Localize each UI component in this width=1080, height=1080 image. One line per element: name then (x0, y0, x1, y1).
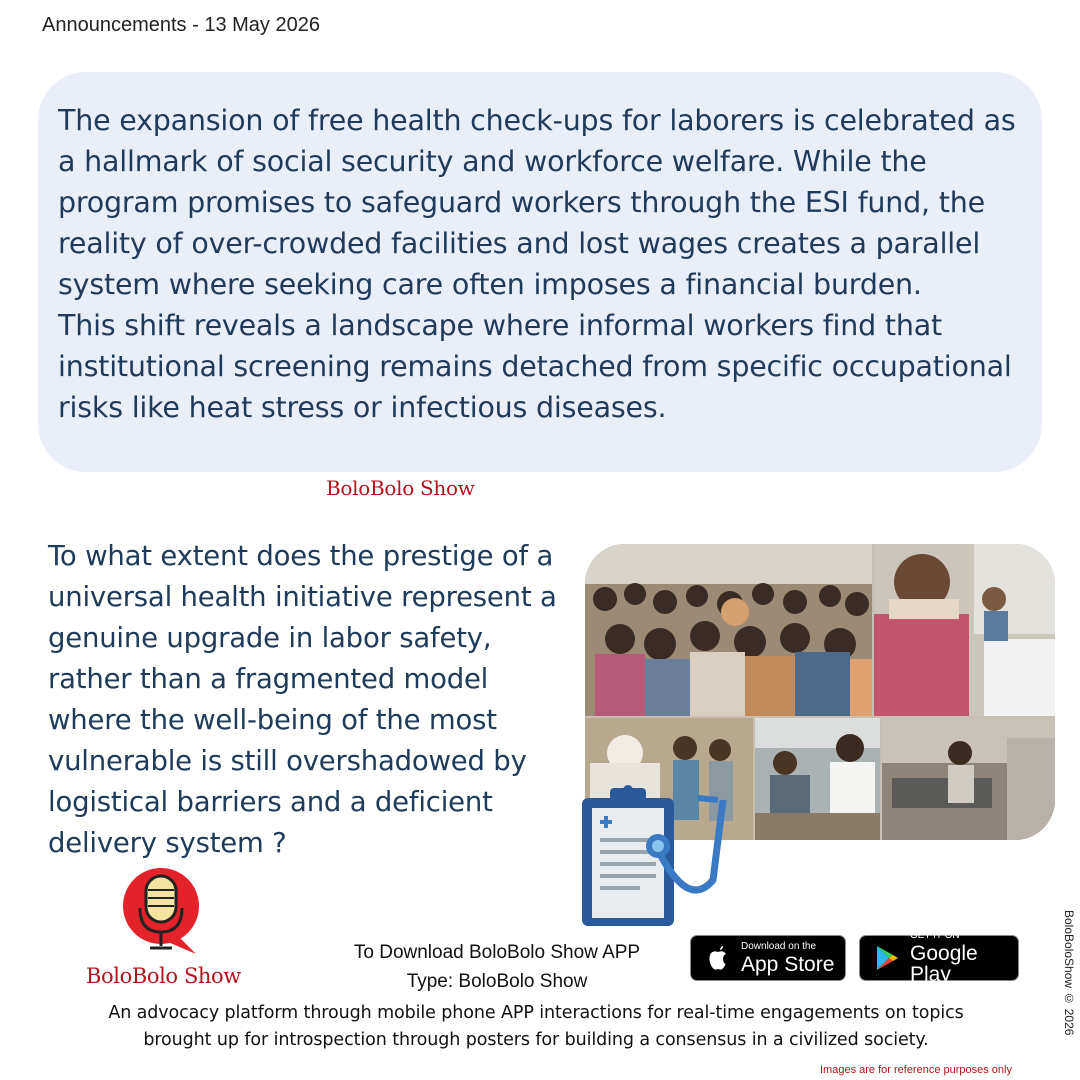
app-store-small-label: Download on the (741, 940, 817, 952)
google-play-icon (872, 943, 902, 973)
footer-line-2: brought up for introspection through posters for building a consensus in a civilized society. (143, 1030, 929, 1050)
google-play-badge[interactable] (859, 930, 1019, 986)
google-play-small-label: GET IT ON (910, 930, 960, 941)
download-instruction: To Download BoloBolo Show APP (353, 942, 641, 963)
app-store-badge[interactable] (690, 935, 846, 981)
announcement-date-header: Announcements - 13 May 2026 (42, 14, 320, 36)
app-store-label: App Store (741, 952, 835, 976)
footer-line-1: An advocacy platform through mobile phone APP interactions for real-time engagements on topics (108, 1003, 964, 1023)
apple-icon (703, 943, 733, 973)
summary-paragraph-1: The expansion of free health check-ups for laborers is celebrated as a hallmark of social security and workforce welfare. While the program promises to safeguard workers through the ESI fund, the reality of over-crowded facilities and lost wages creates a parallel system where seeking care often imposes a financial burden. (58, 104, 1016, 301)
checkup-photo (874, 544, 1055, 716)
copyright-notice: BoloBoloShow © 2026 (1062, 910, 1076, 1036)
image-disclaimer: Images are for reference purposes only (820, 1064, 1012, 1076)
clipboard-stethoscope-icon (578, 780, 738, 930)
brand-wordmark-bottom: BoloBolo Show (86, 964, 241, 988)
summary-text (58, 100, 1018, 428)
google-play-label: Google Play (910, 942, 978, 986)
crowd-photo (585, 544, 872, 716)
doctor-photo (755, 718, 880, 840)
ward-photo (882, 718, 1055, 840)
bolobolo-mic-logo (118, 866, 204, 958)
download-app-name: Type: BoloBolo Show (406, 971, 588, 992)
footer-description (30, 1000, 1042, 1054)
question-text: To what extent does the prestige of a universal health initiative represent a genuine upgrade in labor safety, rather than a fragmented model where the well-being of the most vulnerable is still overshadowed by logistical barriers and a deficient delivery system ? (48, 540, 557, 859)
brand-wordmark: BoloBolo Show (326, 476, 475, 500)
summary-paragraph-2: This shift reveals a landscape where informal workers find that institutional screening remains detached from specific occupational risks like heat stress or infectious diseases. (58, 309, 1012, 424)
